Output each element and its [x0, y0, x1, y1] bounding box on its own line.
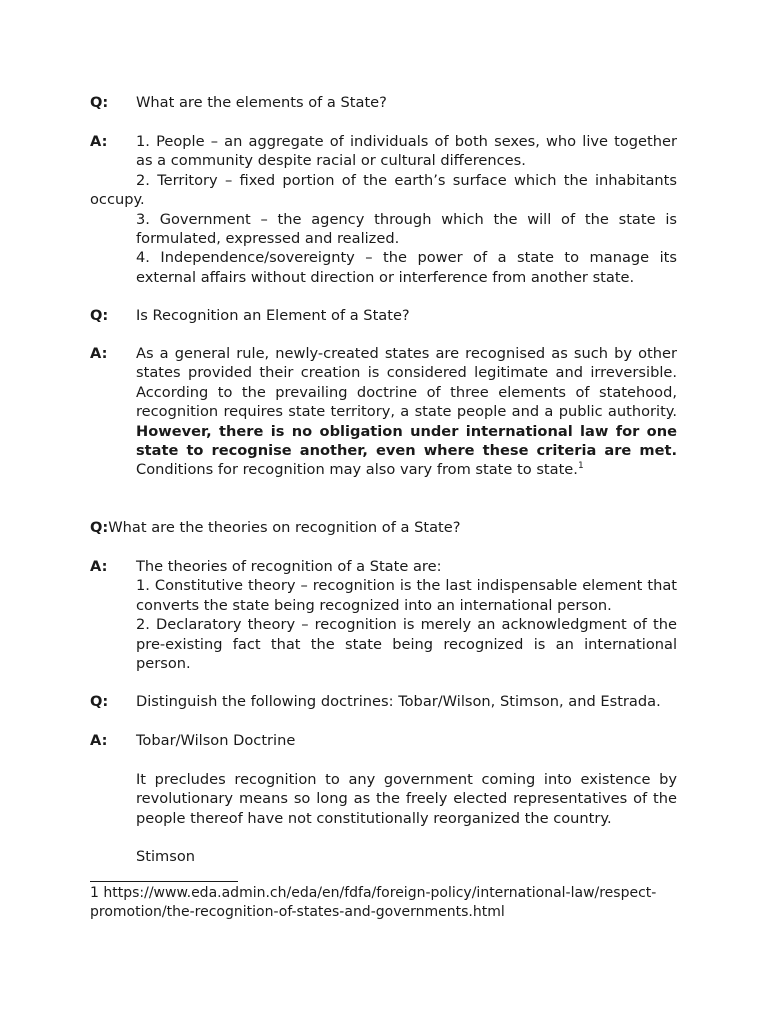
doctrine-paragraph-tobar-wilson: It precludes recognition to any government coming into existence by revolutionary means so long as the freely elected representatives of the people thereof have not constitutionally reorganized the country. [136, 770, 677, 827]
question-label: Q: [90, 94, 109, 111]
answer-2-text-2: Conditions for recognition may also vary from state to state. [136, 461, 578, 479]
answer-2 [90, 344, 677, 480]
question-4 [90, 692, 677, 711]
answer-3-item-1: 1. Constitutive theory – recognition is the last indispensable element that converts the state being recognized into an international person. [136, 577, 677, 614]
answer-1-item-1: 1. People – an aggregate of individuals of both sexes, who live together as a community despite racial or cultural differences. [136, 133, 677, 170]
footnote-link[interactable]: https://www.eda.admin.ch/eda/en/fdfa/foreign-policy/international-law/respect-promotion/the-recognition-of-states-and-governments.html [90, 885, 657, 920]
footnote [90, 884, 680, 922]
question-1 [90, 93, 677, 112]
answer-1-item-2: 2. Territory – fixed portion of the earth’s surface which the inhabitants occupy. [90, 171, 677, 209]
doctrine-heading-tobar-wilson: Tobar/Wilson Doctrine [136, 732, 296, 749]
question-label: Q: [90, 307, 109, 324]
answer-2-paragraph [136, 344, 677, 480]
question-label: Q: [90, 693, 109, 710]
answer-1-item-4: 4. Independence/sovereignty – the power of a state to manage its external affairs without direction or interference from another state. [136, 249, 677, 286]
answer-label: A: [90, 558, 108, 575]
answer-label: A: [90, 345, 108, 362]
answer-3 [90, 557, 677, 673]
footnote-reference[interactable]: 1 [577, 461, 584, 472]
footnote-separator [90, 881, 238, 882]
answer-2-bold-text: However, there is no obligation under international law for one state to recognise another, even where these criteria are met. [136, 422, 677, 460]
question-1-text: What are the elements of a State? [136, 94, 387, 111]
question-3 [90, 518, 677, 537]
answer-3-intro: The theories of recognition of a State are: [136, 558, 442, 575]
answer-2-text-1: As a general rule, newly-created states are recognised as such by other states provided their creation is considered legitimate and irreversible. According to the prevailing doctrine of three elements of statehood, recognition requires state territory, a state people and a public authority. [136, 345, 677, 421]
answer-label: A: [90, 133, 108, 150]
answer-1-item-3: 3. Government – the agency through which the will of the state is formulated, expressed and realized. [136, 210, 677, 248]
question-4-text: Distinguish the following doctrines: Tobar/Wilson, Stimson, and Estrada. [136, 693, 661, 710]
question-label: Q: [90, 519, 109, 536]
answer-4 [90, 731, 677, 867]
answer-1 [90, 132, 677, 287]
question-3-text: What are the theories on recognition of a State? [108, 519, 461, 536]
doctrine-heading-stimson: Stimson [136, 848, 196, 866]
question-2 [90, 306, 677, 325]
answer-label: A: [90, 732, 108, 749]
question-2-text: Is Recognition an Element of a State? [136, 307, 410, 324]
answer-3-item-2: 2. Declaratory theory – recognition is merely an acknowledgment of the pre-existing fact that the state being recognized is an international person. [136, 616, 677, 673]
footnote-number: 1 [90, 885, 99, 901]
